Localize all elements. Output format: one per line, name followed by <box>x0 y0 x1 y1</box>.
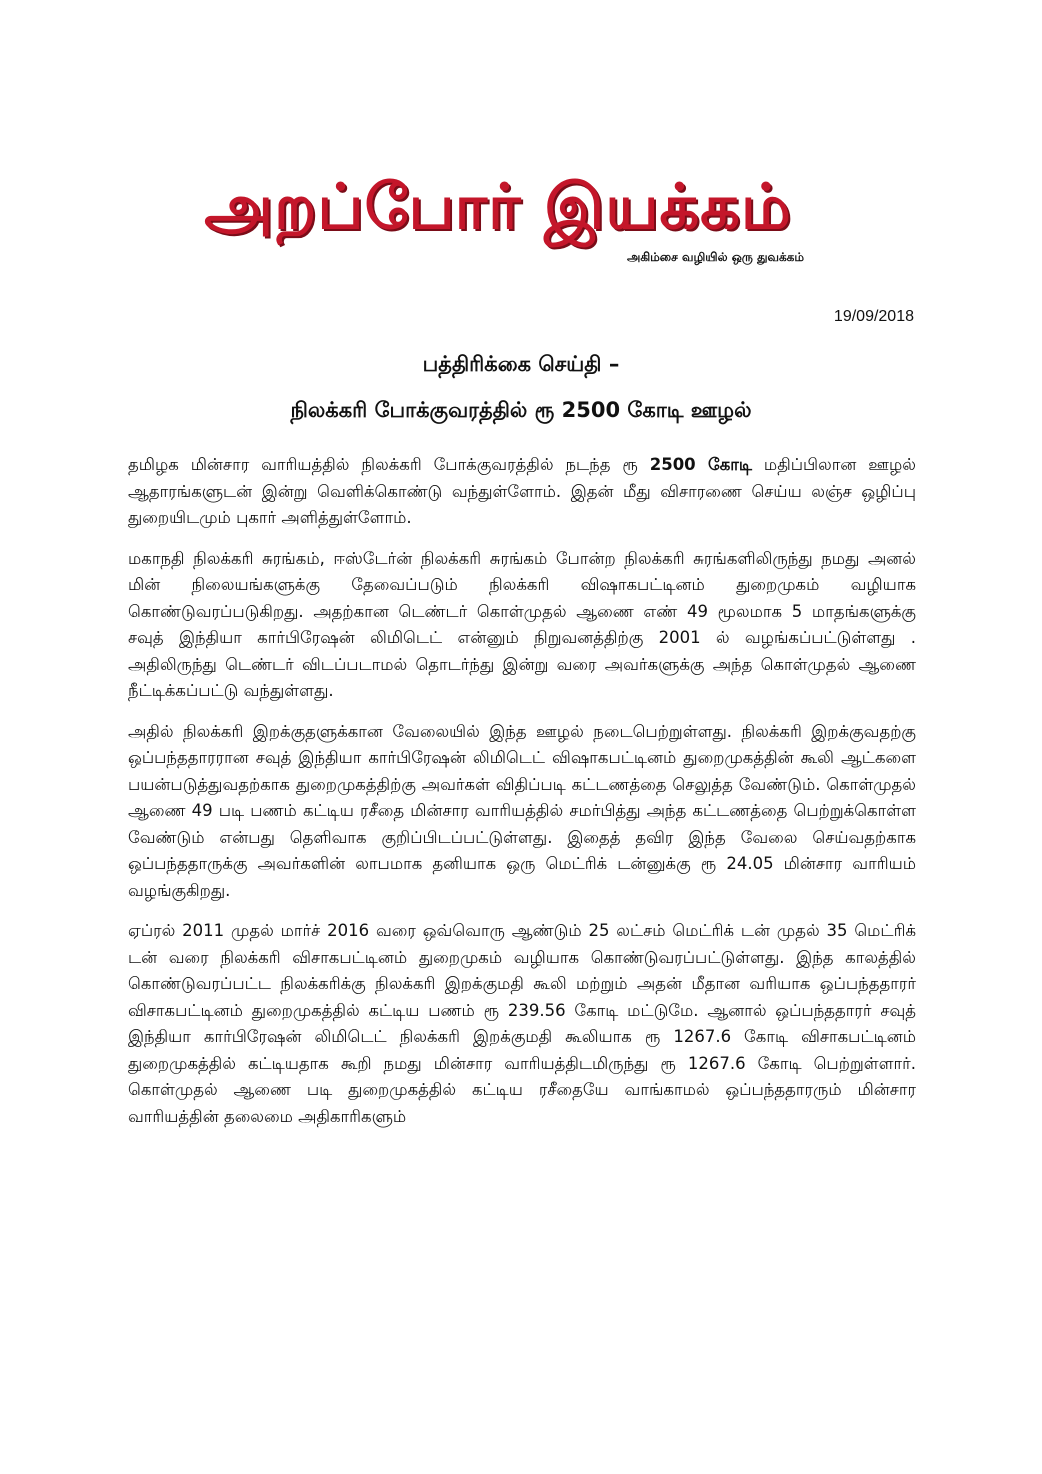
document-date: 19/09/2018 <box>833 308 914 325</box>
paragraph-3: அதில் நிலக்கரி இறக்குதளுக்கான வேலையில் இந்த ஊழல் நடைபெற்றுள்ளது. நிலக்கரி இறக்குவதற்கு ஒப்பந்ததாரரான சவுத் இந்தியா கார்பிரேஷன் லிமிடெட் விஷாகபட்டினம் துறைமுகத்தின் கூலி ஆட்களை பயன்படுத்துவதற்காக துறைமுகத்திற்கு அவர்கள் விதிப்படி கட்டணத்தை செலுத்த வேண்டும். கொள்முதல் ஆணை 49 படி பணம் கட்டிய ரசீதை மின்சார வாரியத்தில் சமர்பித்து அந்த கட்டணத்தை பெற்றுக்கொள்ள வேண்டும் என்பது தெளிவாக குறிப்பிடப்பட்டுள்ளது. இதைத் தவிர இந்த வேலை செய்வதற்காக ஒப்பந்ததாருக்கு அவர்களின் லாபமாக தனியாக ஒரு மெட்ரிக் டன்னுக்கு ரூ 24.05 மின்சார வாரியம் வழங்குகிறது. <box>128 721 916 900</box>
paragraph-4: ஏப்ரல் 2011 முதல் மார்ச் 2016 வரை ஒவ்வொரு ஆண்டும் 25 லட்சம் மெட்ரிக் டன் முதல் 35 மெட்ரிக் டன் வரை நிலக்கரி விசாகபட்டினம் துறைமுகம் வழியாக கொண்டுவரப்பட்டுள்ளது. இந்த காலத்தில் கொண்டுவரப்பட்ட நிலக்கரிக்கு நிலக்கரி இறக்குமதி கூலி மற்றும் அதன் மீதான வரியாக ஒப்பந்ததாரர் விசாகபட்டினம் துறைமுகத்தில் கட்டிய பணம் ரூ 239.56 கோடி மட்டுமே. ஆனால் ஒப்பந்ததாரர் சவுத் இந்தியா கார்பிரேஷன் லிமிடெட் நிலக்கரி இறக்குமதி கூலியாக ரூ 1267.6 கோடி விசாகபட்டினம் துறைமுகத்தில் கட்டியதாக கூறி நமது மின்சார வாரியத்திடமிருந்து ரூ 1267.6 கோடி பெற்றுள்ளார். கொள்முதல் ஆணை படி துறைமுகத்தில் கட்டிய ரசீதையே வாங்காமல் ஒப்பந்ததாரரும் மின்சார வாரியத்தின் தலைமை அதிகாரிகளும் <box>128 921 916 1126</box>
paragraph-1-text-b: மதிப்பிலான ஊழல் ஆதாரங்களுடன் இன்று வெளிக்கொண்டு வந்துள்ளோம். இதன் மீது விசாரணை செய்ய லஞ்ச ஒழிப்பு துறையிடமும் புகார் அளித்துள்ளோம். <box>128 455 916 527</box>
organization-logo <box>168 168 828 278</box>
paragraph-2: மகாநதி நிலக்கரி சுரங்கம், ஈஸ்டேர்ன் நிலக்கரி சுரங்கம் போன்ற நிலக்கரி சுரங்களிலிருந்து நமது அனல் மின் நிலையங்களுக்கு தேவைப்படும் நிலக்கரி விஷாகபட்டினம் துறைமுகம் வழியாக கொண்டுவரப்படுகிறது. அதற்கான டெண்டர் கொள்முதல் ஆணை எண் 49 மூலமாக 5 மாதங்களுக்கு சவுத் இந்தியா கார்பிரேஷன் லிமிடெட் என்னும் நிறுவனத்திற்கு 2001 ல் வழங்கப்பட்டுள்ளது . அதிலிருந்து டெண்டர் விடப்படாமல் தொடர்ந்து இன்று வரை அவர்களுக்கு அந்த கொள்முதல் ஆணை நீட்டிக்கப்பட்டு வந்துள்ளது. <box>128 548 916 700</box>
paragraph-1 <box>128 452 916 532</box>
logo-tagline: அகிம்சை வழியில் ஒரு துவக்கம் <box>626 250 804 264</box>
logo-wordmark: அறப்போர் இயக்கம் <box>204 170 792 243</box>
paragraph-1-text-a: தமிழக மின்சார வாரியத்தில் நிலக்கரி போக்குவரத்தில் நடந்த ரூ <box>128 455 650 474</box>
press-release-title: நிலக்கரி போக்குவரத்தில் ரூ 2500 கோடி ஊழல் <box>290 398 752 422</box>
document-body <box>128 452 916 1144</box>
paragraph-1-amount: 2500 கோடி <box>649 455 753 474</box>
press-release-heading: பத்திரிக்கை செய்தி – <box>422 352 620 376</box>
